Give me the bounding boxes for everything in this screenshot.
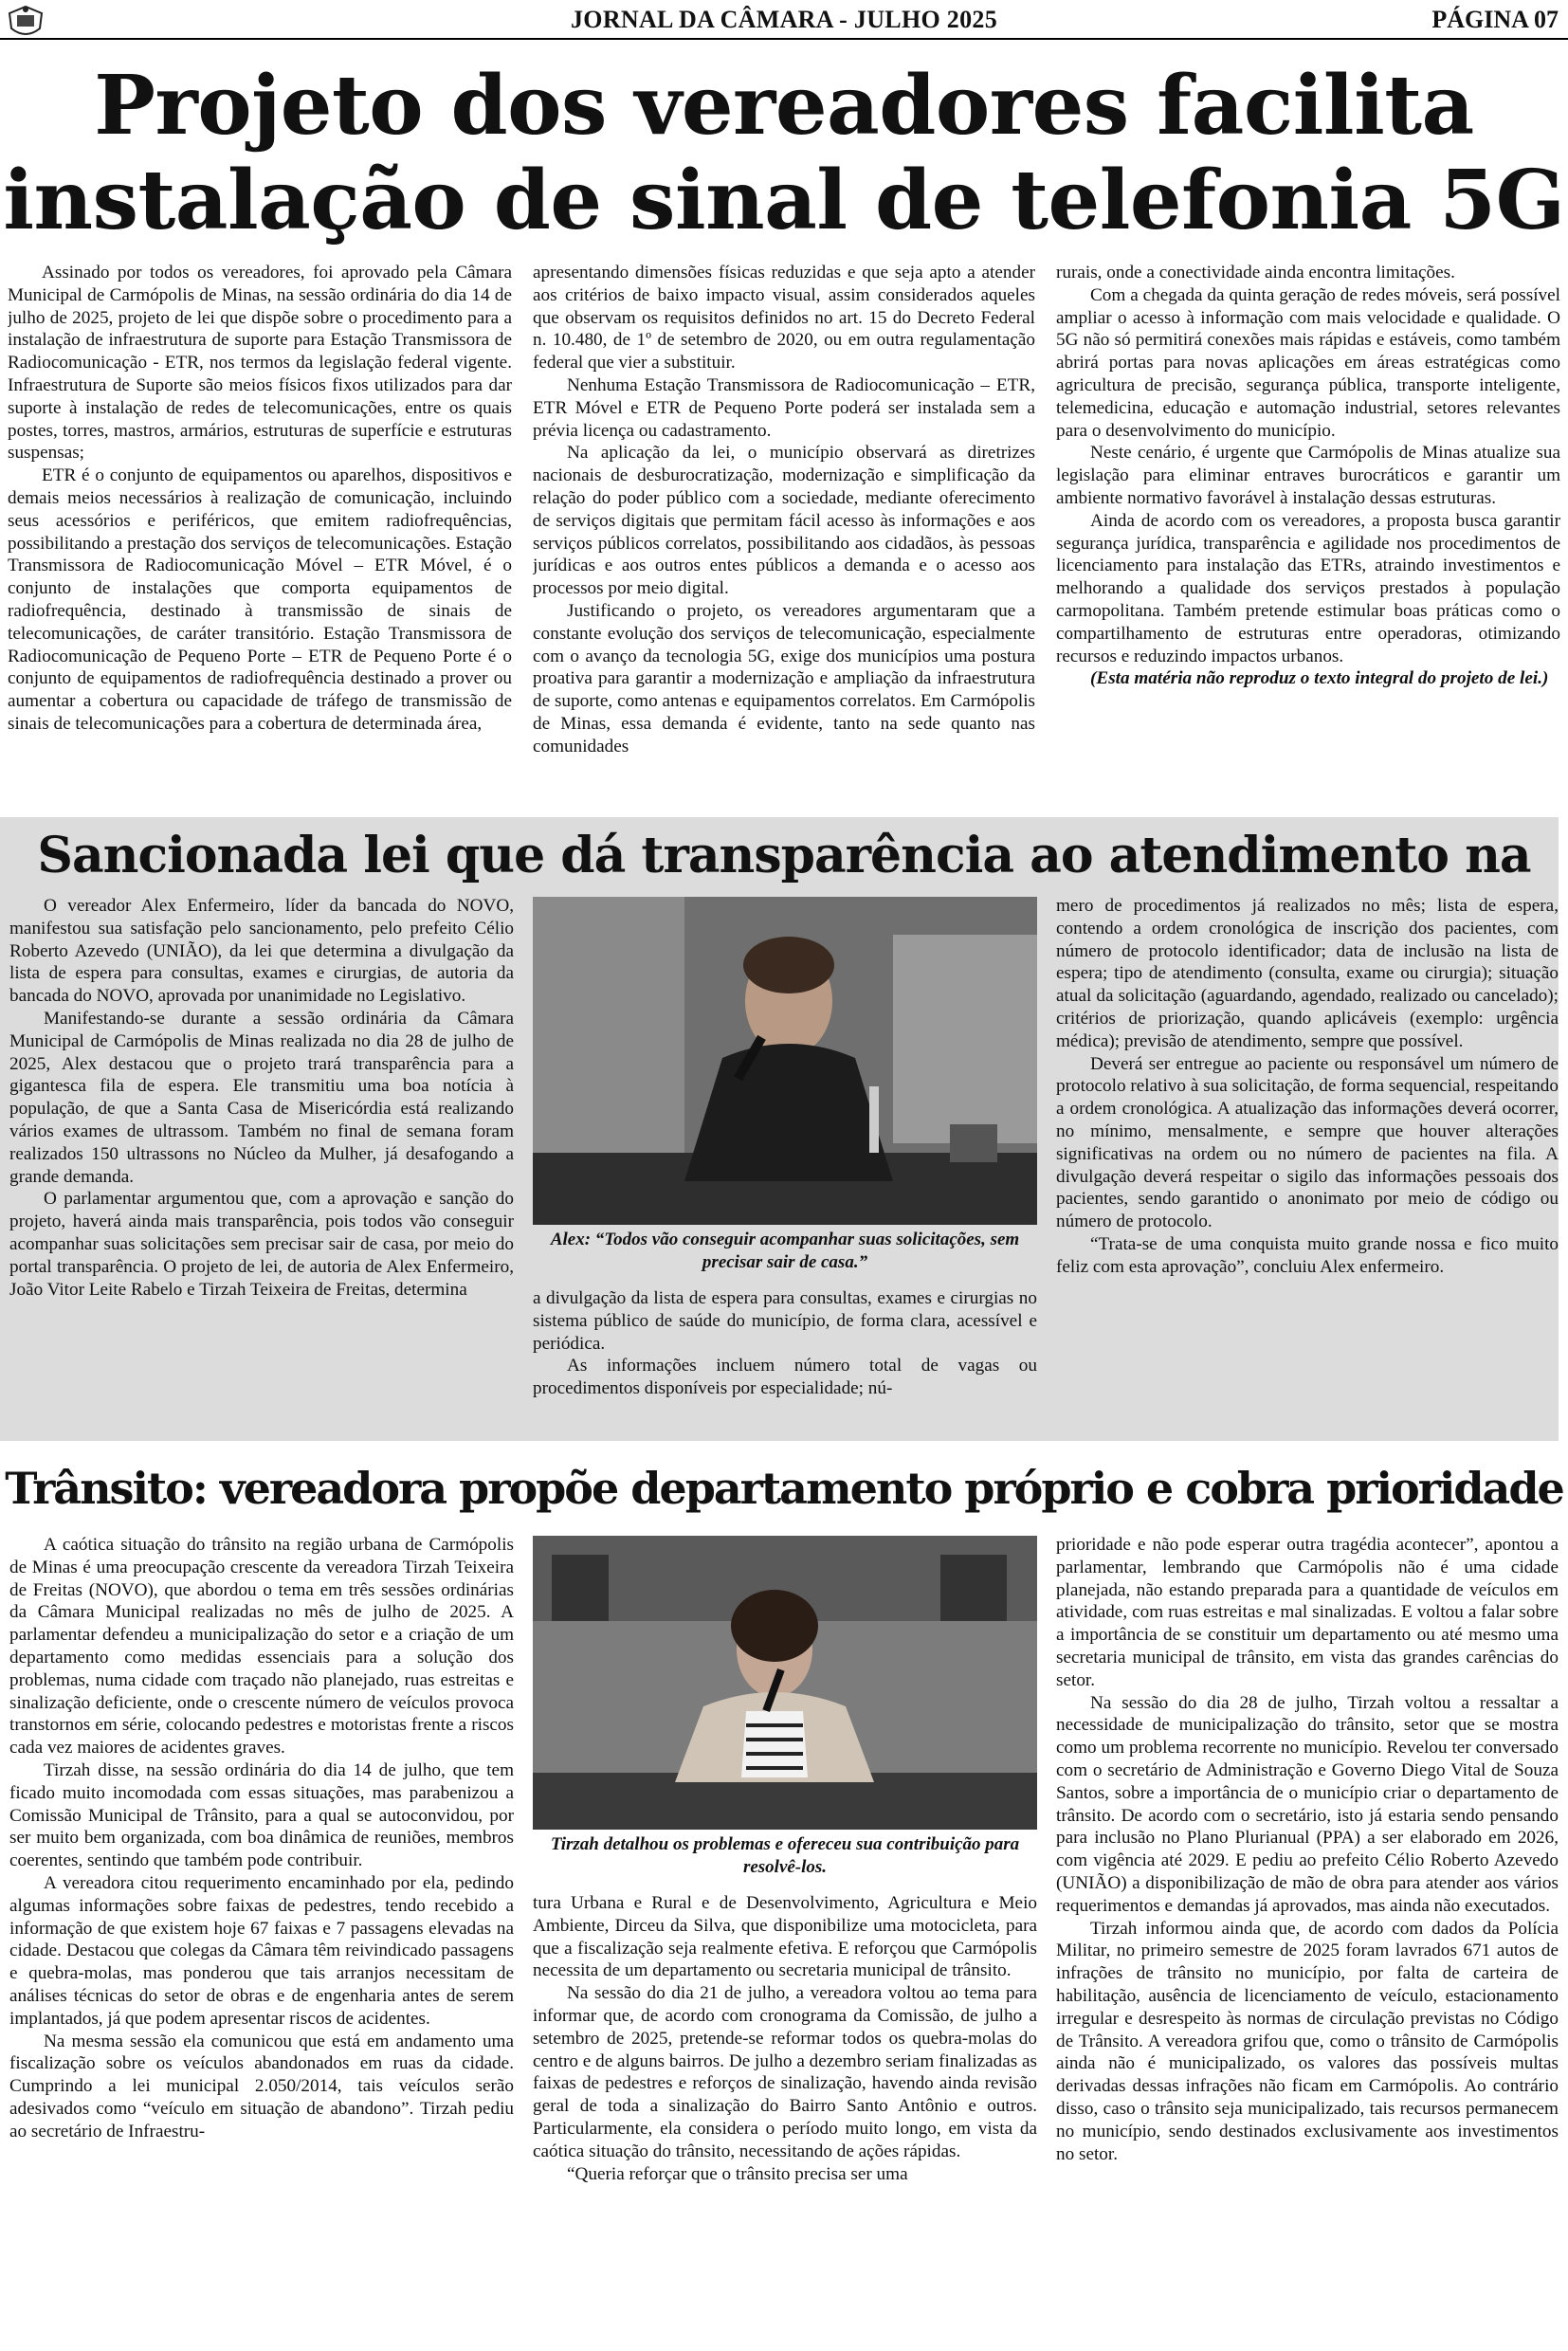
header-divider bbox=[0, 38, 1568, 40]
article1-column-2 bbox=[533, 262, 1035, 811]
paragraph: O parlamentar argumentou que, com a aprovação e sanção do projeto, haverá ainda mais transparência, pois todos vão conseguir acompanhar suas solicitações sem precisar sair de casa, por meio do portal transparência. O projeto de lei, de autoria de Alex Enfermeiro, João Vitor Leite Rabelo e Tirzah Teixeira de Freitas, determina bbox=[9, 1189, 514, 1300]
paragraph: “Queria reforçar que o trânsito precisa ser uma bbox=[567, 2163, 908, 2184]
article2-column-2 bbox=[533, 1287, 1037, 1430]
paragraph: Tirzah informou ainda que, de acordo com dados da Polícia Militar, no primeiro semestre de 2025 foram lavrados 671 autos de infrações de trânsito no município, por falta de carteira de habilitação, ausência de licenciamento de veículo, estacionamento irregular e desrespeito às normas de circulação previstas no Código de Trânsito. A vereadora grifou que, como o trânsito de Carmópolis ainda não é municipalizado, os valores das possíveis multas derivadas dessas infrações não ficam em Carmópolis. Ao contrário disso, caso o trânsito seja municipalizado, tais recursos permanecem no município, sendo destinados exclusivamente aos investimentos no setor. bbox=[1056, 1918, 1559, 2164]
paragraph: apresentando dimensões físicas reduzidas e que seja apto a atender aos critérios de baixo impacto visual, assim considerados aqueles que observam os requisitos definidos no art. 15 do Decreto Federal n. 10.480, de 1º de setembro de 2020, ou em outra regulamentação federal que vier a substituir. bbox=[533, 263, 1035, 374]
article1-column-1 bbox=[8, 262, 512, 811]
article2-column-3 bbox=[1056, 895, 1559, 1433]
paragraph: Tirzah disse, na sessão ordinária do dia 14 de julho, que tem ficado muito incomodada com essas situações, mas parabenizou a Comissão Municipal de Trânsito, para a qual se autoconvidou, por ser muito bem organizada, com boa dinâmica de reuniões, membros coerentes, sentindo que também pode contribuir. bbox=[9, 1759, 514, 1871]
article2-column-1 bbox=[9, 895, 514, 1433]
paragraph: Assinado por todos os vereadores, foi aprovado pela Câmara Municipal de Carmópolis de Minas, na sessão ordinária do dia 14 de julho de 2025, projeto de lei que dispõe sobre o procedimento para a instalação de infraestrutura de suporte para Estação Transmissora de Radiocomunicação - ETR, nos termos da legislação federal vigente. Infraestrutura de Suporte são meios físicos fixos utilizados para dar suporte à instalação de redes de telecomunicações, entre os quais postes, torres, mastros, armários, estruturas de superfície e estruturas suspensas; bbox=[8, 263, 512, 464]
paragraph: A caótica situação do trânsito na região urbana de Carmópolis de Minas é uma preocupação crescente da vereadora Tirzah Teixeira de Freitas (NOVO), que abordou o tema em três sessões ordinárias da Câmara Municipal realizadas no mês de julho de 2025. A parlamentar defendeu a municipalização do setor e a criação de um departamento como medidas essenciais para a solução dos problemas, numa cidade com traçado não planejado, ruas estreitas e sinalização deficiente, onde o crescente número de veículos provoca transtornos em série, colocando pedestres e motoristas frente a riscos cada vez maiores de acidentes graves. bbox=[9, 1535, 514, 1759]
paragraph: “Trata-se de uma conquista muito grande nossa e fico muito feliz com esta aprovação”, concluiu Alex enfermeiro. bbox=[1056, 1233, 1559, 1277]
journal-title: JORNAL DA CÂMARA - JULHO 2025 bbox=[571, 6, 997, 33]
paragraph: Na mesma sessão ela comunicou que está em andamento uma fiscalização sobre os veículos abandonados em ruas da cidade. Cumprindo a lei municipal 2.050/2014, tais veículos serão adesivados como “veículo em situação de abandono”. Tirzah pediu ao secretário de Infraestru- bbox=[9, 2031, 514, 2141]
paragraph: Na sessão do dia 21 de julho, a vereadora voltou ao tema para informar que, de acordo com cronograma da Comissão, de julho a setembro de 2025, pretende-se reformar todos os quebra-molas do centro e de alguns bairros. De julho a dezembro seriam finalizadas as faixas de pedestres e reforços de sinalização, havendo ainda revisão geral de toda a sinalização do Bairro Santo Antônio e outros. Particularmente, ela considera o período muito longo, em vista da caótica situação do trânsito, necessitando de ações rápidas. bbox=[533, 1983, 1037, 2161]
paragraph: As informações incluem número total de vagas ou procedimentos disponíveis por especialidade; nú- bbox=[533, 1356, 1037, 1399]
paragraph: A vereadora citou requerimento encaminhado por ela, pedindo algumas informações sobre faixas de pedestres, tendo recebido a informação de que existem hoje 67 faixas e 7 passagens elevadas na cidade. Destacou que colegas da Câmara têm reivindicado passagens e quebra-molas, mas ponderou que tais arranjos necessitam de análises técnicas do setor de obras e de engenharia antes de serem implantados, já que podem apresentar riscos de acidentes. bbox=[9, 1872, 514, 2029]
paragraph: Nenhuma Estação Transmissora de Radiocomunicação – ETR, ETR Móvel e ETR de Pequeno Porte poderá ser instalada sem a prévia licença ou cadastramento. bbox=[533, 374, 1035, 441]
paragraph: Deverá ser entregue ao paciente ou responsável um número de protocolo relativo à sua solicitação, de forma sequencial, respeitando a ordem cronológica. A atualização das informações deverá ocorrer, no mínimo, mensalmente, e sempre que houver alterações significativas na ordem ou no número de pacientes na fila. A divulgação deverá respeitar o sigilo das informações pessoais dos pacientes, sendo garantido o anonimato por meio de código ou número de protocolo. bbox=[1056, 1053, 1559, 1232]
coat-of-arms-icon bbox=[6, 4, 46, 40]
article3-headline: Trânsito: vereadora propõe departamento próprio e cobra prioridade bbox=[5, 1463, 1563, 1514]
paragraph: prioridade e não pode esperar outra tragédia acontecer”, apontou a parlamentar, lembrando que Carmópolis não é uma cidade planejada, não estando preparada para a quantidade de veículos em atividade, com ruas estreitas e mal sinalizadas. E voltou a falar sobre a importância de se constituir um departamento ou até mesmo uma secretaria municipal de trânsito, em vista das grandes carências do setor. bbox=[1056, 1535, 1559, 1690]
paragraph: Justificando o projeto, os vereadores argumentaram que a constante evolução dos serviços de telecomunicação, especialmente com o avanço da tecnologia 5G, exige dos municípios uma postura proativa para garantir a modernização e ampliação da infraestrutura de suporte, como antenas e equipamentos correlatos. Em Carmópolis de Minas, essa demanda é evidente, tanto na sede quanto nas comunidades bbox=[533, 600, 1035, 756]
article1-headline-line2: instalação de sinal de telefonia 5G bbox=[3, 153, 1565, 248]
article1-headline-line1: Projeto dos vereadores facilita bbox=[94, 58, 1474, 154]
article3-column-1 bbox=[9, 1534, 514, 2342]
photo-caption-tirzah: Tirzah detalhou os problemas e ofereceu sua contribuição para resolvê-los. bbox=[550, 1834, 1020, 1877]
article3-column-3 bbox=[1056, 1534, 1559, 2342]
article3-column-2 bbox=[533, 1892, 1037, 2342]
paragraph: mero de procedimentos já realizados no mês; lista de espera, contendo a ordem cronológica de inscrição dos pacientes, com número de protocolo identificador; data de inclusão na lista de espera; tipo de atendimento (consulta, exame ou cirurgia); situação atual da solicitação (aguardando, agendado, realizado ou cancelado); critérios de priorização, quando aplicáveis (exemplo: urgência médica); previsão de atendimento, sempre que possível. bbox=[1056, 896, 1559, 1051]
paragraph: Manifestando-se durante a sessão ordinária da Câmara Municipal de Carmópolis de Minas realizada no dia 28 de julho de 2025, Alex destacou que o projeto trará transparência para a gigantesca fila de espera. Ele transmitiu uma boa notícia à população, de que a Santa Casa de Misericórdia está realizando vários exames de ultrassom. Também no final de semana foram realizados 150 ultrassons no Núcleo da Mulher, já desafogando a grande demanda. bbox=[9, 1008, 514, 1187]
photo-alex bbox=[533, 897, 1037, 1225]
paragraph: ETR é o conjunto de equipamentos ou aparelhos, dispositivos e demais meios necessários à realização de comunicação, incluindo seus acessórios e periféricos, que emitem radiofrequências, possibilitando a prestação dos serviços de telecomunicações. Estação Transmissora de Radiocomunicação Móvel – ETR Móvel, é o conjunto de instalações que comporta equipamentos de radiofrequência, destinado à transmissão de sinais de telecomunicações, de caráter transitório. Estação Transmissora de Radiocomunicação de Pequeno Porte – ETR de Pequeno Porte é o conjunto de equipamentos de radiofrequência destinado a prover ou aumentar a cobertura ou capacidade de tráfego de transmissão de sinais de telecomunicações para a cobertura de determinada área, bbox=[8, 465, 512, 734]
paragraph: a divulgação da lista de espera para consultas, exames e cirurgias no sistema público de saúde do município, de forma clara, acessível e periódica. bbox=[533, 1288, 1037, 1354]
editor-note: (Esta matéria não reproduz o texto integral do projeto de lei.) bbox=[1090, 668, 1549, 689]
article2-headline: Sancionada lei que dá transparência ao atendimento na bbox=[37, 827, 1531, 884]
page-number: PÁGINA 07 bbox=[1431, 6, 1559, 33]
paragraph: Ainda de acordo com os vereadores, a proposta busca garantir segurança jurídica, transparência e agilidade nos procedimentos de licenciamento para instalação das ETRs, atraindo investimentos e melhorando a qualidade dos serviços prestados à população carmopolitana. Também pretende estimular boas práticas como o compartilhamento de estruturas entre operadoras, otimizando recursos e reduzindo impactos urbanos. bbox=[1056, 510, 1560, 666]
paragraph: Neste cenário, é urgente que Carmópolis de Minas atualize sua legislação para eliminar entraves burocráticos e garantir um ambiente normativo favorável à instalação dessas estruturas. bbox=[1056, 443, 1560, 508]
paragraph: O vereador Alex Enfermeiro, líder da bancada do NOVO, manifestou sua satisfação pelo sancionamento, pelo prefeito Célio Roberto Azevedo (UNIÃO), da lei que determina a divulgação da lista de espera para consultas, exames e cirurgias, de autoria da bancada do NOVO, aprovada por unanimidade no Legislativo. bbox=[9, 896, 514, 1007]
paragraph: tura Urbana e Rural e de Desenvolvimento, Agricultura e Meio Ambiente, Dirceu da Silva, que disponibilize uma motocicleta, para que a fiscalização seja realmente efetiva. E reforçou que Carmópolis necessita de um departamento ou secretaria municipal de trânsito. bbox=[533, 1893, 1037, 1981]
paragraph: Na sessão do dia 28 de julho, Tirzah voltou a ressaltar a necessidade de municipalização do trânsito, setor que se mostra como um problema recorrente no município. Revelou ter conversado com o secretário de Administração e Governo Diego Vital de Souza Santos, sobre a importância de o município criar o departamento de trânsito. De acordo com o secretário, isto já estaria sendo pensando para inclusão no Plano Plurianual (PPA) a ser elaborado em 2026, com vigência até 2029. E pediu ao prefeito Célio Roberto Azevedo (UNIÃO) a disponibilização de mão de obra para atender aos vários requerimentos e demandas já aprovados, mas ainda não executados. bbox=[1056, 1692, 1559, 1916]
article1-headline bbox=[0, 59, 1568, 248]
paragraph: rurais, onde a conectividade ainda encontra limitações. bbox=[1056, 263, 1455, 282]
photo-tirzah bbox=[533, 1536, 1037, 1830]
paragraph: Na aplicação da lei, o município observará as diretrizes nacionais de desburocratização, modernização e simplificação da relação do poder público com a sociedade, mediante oferecimento de serviços digitais que permitam fácil acesso às informações e aos serviços públicos correlatos, possibilitando aos cidadãos, às pessoas jurídicas e aos outros entes públicos a demanda e o acesso aos processos por meio digital. bbox=[533, 443, 1035, 599]
paragraph: Com a chegada da quinta geração de redes móveis, será possível ampliar o acesso à informação com mais velocidade e qualidade. O 5G não só permitirá conexões mais rápidas e estáveis, como também abrirá portas para novas aplicações em áreas estratégicas como agricultura de precisão, segurança pública, transporte inteligente, telemedicina, educação e automação industrial, setores relevantes para o desenvolvimento do município. bbox=[1056, 284, 1560, 441]
article1-column-3 bbox=[1056, 262, 1560, 811]
photo-caption-alex: Alex: “Todos vão conseguir acompanhar suas solicitações, sem precisar sair de casa.” bbox=[550, 1230, 1020, 1272]
